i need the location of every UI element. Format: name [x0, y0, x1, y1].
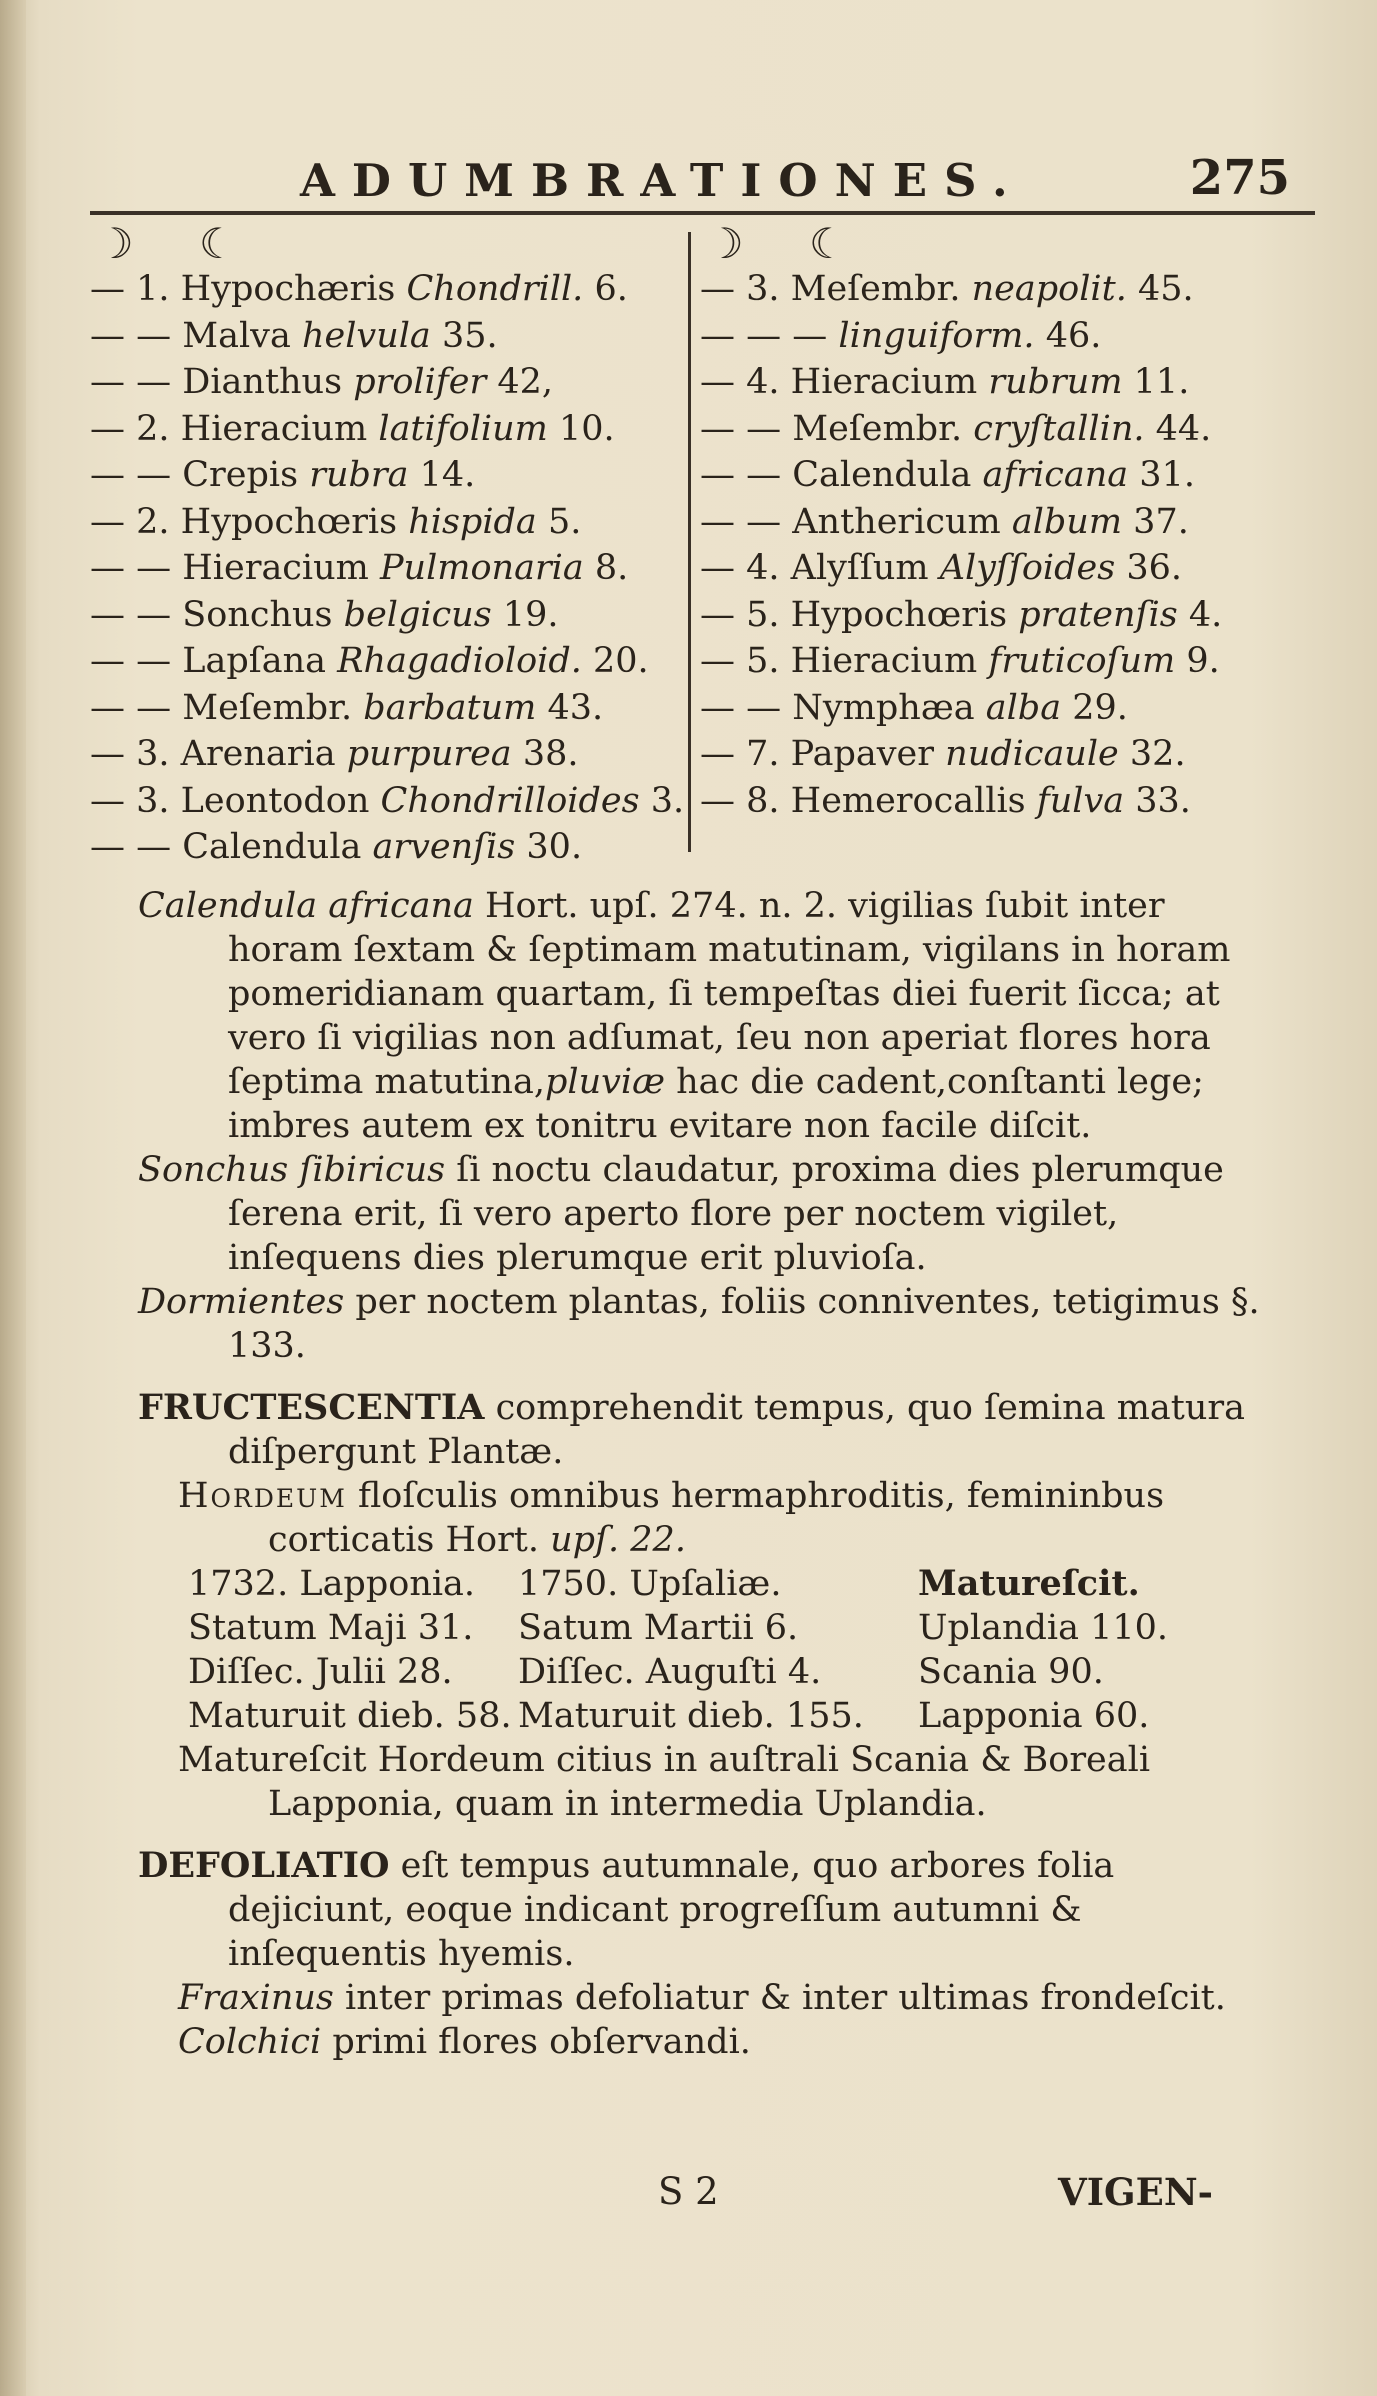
species-name: barbatum: [363, 687, 537, 728]
entry-number: 45.: [1137, 269, 1194, 309]
genus-name: Sonchus: [182, 594, 333, 635]
species-name: fruticoſum: [988, 641, 1176, 681]
paragraph-text: inter primas defoliatur & inter ultimas frondeſcit.: [345, 1978, 1226, 2018]
species-name: prolifer: [353, 362, 487, 402]
paragraph-fraxinus: [138, 1976, 1288, 2020]
list-item: [700, 778, 1330, 825]
table-cell: Matureſcit.: [918, 1563, 1140, 1604]
page-number: 275: [1189, 150, 1290, 206]
paragraph-defoliatio: [138, 1844, 1288, 1976]
list-item: [90, 545, 680, 592]
list-item: [90, 452, 680, 499]
entry-prefix: — —: [700, 408, 782, 449]
entry-prefix: — —: [90, 594, 172, 635]
entry-number: 10.: [558, 408, 615, 449]
table-cell: Statum Maji 31.: [188, 1608, 474, 1648]
entry-prefix: — —: [90, 641, 172, 681]
paragraph-sonchus: [138, 1148, 1288, 1280]
entry-prefix: — 2.: [90, 501, 170, 542]
paragraph-text: ſi noctu claudatur, proxima dies plerumque ſerena erit, ſi vero aperto flore per noctem vigilet, inſequens dies plerumque erit pluvioſa.: [228, 1150, 1224, 1278]
section-term: FRUCTESCENTIA: [138, 1387, 485, 1428]
list-item: [90, 731, 680, 778]
list-item: [700, 638, 1330, 685]
catchword: VIGEN-: [1058, 2170, 1213, 2214]
species-name: Alyſſoides: [939, 548, 1116, 588]
entry-number: 14.: [419, 455, 476, 495]
paragraph-text: per noctem plantas, foliis conniventes, tetigimus §. 133.: [228, 1282, 1260, 1366]
lead-term: Calendula africana: [138, 886, 474, 926]
genus-name: Leontodon: [180, 780, 370, 821]
entry-prefix: — 3.: [90, 734, 170, 774]
list-item: [90, 499, 680, 546]
entry-prefix: — —: [90, 362, 172, 402]
entry-number: 42,: [497, 362, 554, 402]
entry-prefix: — 1.: [90, 269, 170, 309]
entry-prefix: — —: [90, 548, 172, 588]
entry-number: 20.: [593, 641, 649, 681]
paragraph-text-tail: hac die cadent,conſtanti lege; imbres autem ex tonitru evitare non facile diſcit.: [228, 1062, 1204, 1146]
term-pluvia: pluviæ: [544, 1062, 665, 1102]
genus-name: Crepis: [182, 455, 299, 495]
section-term: DEFOLIATIO: [138, 1845, 390, 1886]
genus-name: Hypochœris: [180, 501, 398, 542]
entry-prefix: — 3.: [700, 269, 780, 309]
species-name: Chondrilloides: [380, 780, 640, 821]
entry-number: 5.: [547, 501, 582, 542]
list-item: [700, 592, 1330, 639]
species-name: hispida: [408, 501, 537, 542]
list-item: [700, 452, 1330, 499]
genus-name: Meſembr.: [792, 408, 963, 449]
genus-name: Malva: [182, 315, 291, 356]
genus-name: Lapſana: [182, 641, 327, 681]
genus-name: Dianthus: [182, 362, 343, 402]
genus-name: Hieracium: [790, 641, 978, 681]
species-name: africana: [982, 455, 1129, 495]
species-name: helvula: [301, 315, 431, 356]
table-cell: Diſſec. Auguſti 4.: [518, 1652, 822, 1692]
paragraph-text: comprehendit tempus, quo ſemina matura diſpergunt Plantæ.: [228, 1388, 1245, 1472]
table-cell: 1750. Upſaliæ.: [518, 1564, 782, 1604]
reference: upſ. 22.: [550, 1520, 686, 1560]
species-name: nudicaule: [945, 734, 1119, 774]
paragraph-dormientes: [138, 1280, 1288, 1368]
list-item: [90, 359, 680, 406]
entry-number: 6.: [594, 269, 628, 309]
lead-term: Colchici: [178, 2022, 322, 2062]
genus-name: Arenaria: [180, 734, 336, 774]
entry-prefix: — 3.: [90, 780, 170, 821]
list-item: [700, 266, 1330, 313]
species-name: Pulmonaria: [379, 548, 584, 588]
table-cell: Uplandia 110.: [918, 1608, 1169, 1648]
entry-prefix: — 4.: [700, 548, 780, 588]
genus-name: Meſembr.: [790, 269, 961, 309]
moon-symbols-left: ☽ ☾: [96, 219, 263, 268]
list-item: [90, 685, 680, 732]
body-text: [138, 884, 1288, 2064]
entry-number: 8.: [594, 548, 629, 588]
list-item: [700, 313, 1330, 360]
left-column: [90, 219, 685, 871]
species-name: linguiform.: [838, 315, 1035, 356]
genus-name: Hieracium: [180, 408, 368, 449]
species-name: pratenſis: [1018, 594, 1178, 635]
genus-name: Nymphæa: [792, 687, 975, 728]
lead-term: Dormientes: [138, 1282, 345, 1322]
list-item: [90, 266, 680, 313]
entry-number: 29.: [1072, 687, 1128, 728]
entry-number: 31.: [1139, 455, 1195, 495]
entry-prefix: — 7.: [700, 734, 780, 774]
list-item: [90, 638, 680, 685]
entry-number: 33.: [1135, 780, 1191, 821]
list-item: [90, 313, 680, 360]
genus-name: Hypochæris: [180, 269, 396, 309]
lead-term: Sonchus ſibiricus: [138, 1150, 446, 1190]
header-rule: [90, 211, 1315, 215]
genus-name: Calendula: [792, 455, 972, 495]
entry-number: 35.: [441, 315, 498, 356]
running-head: ADUMBRATIONES.: [300, 154, 1025, 207]
species-name: rubra: [309, 455, 409, 495]
entry-number: 32.: [1129, 734, 1186, 774]
entry-prefix: — —: [90, 687, 172, 728]
species-name: alba: [985, 687, 1062, 728]
genus-name: Hieracium: [790, 362, 978, 402]
signature-mark: S 2: [658, 2170, 719, 2213]
entry-prefix: — —: [700, 455, 782, 495]
species-name: arvenſis: [372, 827, 516, 867]
page-header: [90, 150, 1290, 210]
paragraph-text: Hort. upſ. 274. n. 2. vigilias ſubit inter horam ſextam & ſeptimam matutinam, vigilans in horam pomeridianam quartam, ſi tempeſtas diei fuerit ſicca; at vero ſi vigilias non adſumat, ſeu non aperiat flores hora ſeptima matutina,: [228, 886, 1231, 1102]
lead-term: Hordeum: [178, 1476, 347, 1516]
table-cell: Maturuit dieb. 155.: [518, 1696, 864, 1736]
entry-prefix: — — —: [700, 315, 828, 356]
list-item: [700, 545, 1330, 592]
genus-name: Alyſſum: [790, 548, 929, 588]
table-cell: Lapponia 60.: [918, 1696, 1150, 1736]
list-item: [700, 731, 1330, 778]
table-cell: Satum Martii 6.: [518, 1608, 799, 1648]
table-cell: Maturuit dieb. 58.: [188, 1696, 512, 1736]
species-name: rubrum: [988, 362, 1123, 402]
entry-number: 11.: [1133, 362, 1190, 402]
entry-prefix: — —: [90, 455, 172, 495]
entry-number: 38.: [522, 734, 579, 774]
table-cell: Scania 90.: [918, 1652, 1104, 1692]
entry-number: 36.: [1126, 548, 1183, 588]
genus-name: Papaver: [790, 734, 935, 774]
entry-number: 44.: [1155, 408, 1212, 449]
entry-prefix: — —: [90, 315, 172, 356]
paragraph-calendula: [138, 884, 1288, 1148]
entry-number: 37.: [1133, 501, 1189, 542]
paragraph-fructescentia: [138, 1386, 1288, 1474]
entry-number: 46.: [1045, 315, 1102, 356]
genus-name: Meſembr.: [182, 687, 353, 728]
column-divider: [688, 232, 691, 852]
list-item: [90, 778, 685, 825]
entry-number: 30.: [526, 827, 583, 867]
entry-prefix: — 4.: [700, 362, 780, 402]
genus-name: Hieracium: [182, 548, 369, 588]
genus-name: Hemerocallis: [790, 780, 1026, 821]
species-name: purpurea: [346, 734, 512, 774]
list-item: [700, 685, 1330, 732]
list-item: [90, 824, 680, 871]
paragraph-text: eſt tempus autumnale, quo arbores folia dejiciunt, eoque indicant progreſſum autumni & inſequentis hyemis.: [228, 1846, 1115, 1974]
list-item: [700, 406, 1330, 453]
table-cell: 1732. Lapponia.: [188, 1564, 476, 1604]
entry-number: 43.: [547, 687, 604, 728]
species-name: fulva: [1036, 780, 1125, 821]
entry-prefix: — 2.: [90, 408, 170, 449]
species-name: album: [1011, 501, 1123, 542]
entry-prefix: — —: [90, 827, 172, 867]
entry-prefix: — 5.: [700, 594, 780, 635]
species-name: belgicus: [343, 594, 492, 635]
paragraph-text: floſculis omnibus hermaphroditis, femininbus corticatis Hort.: [268, 1476, 1165, 1560]
lead-term: Fraxinus: [178, 1978, 334, 2018]
genus-name: Anthericum: [792, 501, 1001, 542]
table-cell: Diſſec. Julii 28.: [188, 1652, 453, 1692]
genus-name: Hypochœris: [790, 594, 1008, 635]
entry-number: 3.: [650, 780, 685, 821]
species-name: neapolit.: [971, 269, 1127, 309]
entry-prefix: — 5.: [700, 641, 780, 681]
right-column: [700, 219, 1330, 824]
entry-number: 9.: [1186, 641, 1220, 681]
list-item: [90, 592, 680, 639]
entry-prefix: — 8.: [700, 780, 780, 821]
species-name: cryſtallin.: [973, 408, 1145, 449]
hordeum-table: [138, 1562, 1288, 1738]
list-item: [90, 406, 680, 453]
entry-prefix: — —: [700, 501, 782, 542]
paragraph-hordeum: [138, 1474, 1288, 1562]
species-name: Chondrill.: [406, 269, 584, 309]
paragraph-text: primi flores obſervandi.: [332, 2022, 751, 2062]
species-name: Rhagadioloid.: [337, 641, 582, 681]
paragraph-colchici: [138, 2020, 1288, 2064]
entry-number: 19.: [502, 594, 559, 635]
page-gutter: [0, 0, 26, 2396]
moon-symbols-right: ☽ ☾: [706, 219, 873, 268]
two-column-list: [90, 219, 1330, 872]
paragraph-matur: Matureſcit Hordeum citius in auſtrali Scania & Boreali Lapponia, quam in intermedia Uplandia.: [178, 1740, 1151, 1824]
list-item: [700, 499, 1330, 546]
species-name: latifolium: [378, 408, 548, 449]
entry-number: 4.: [1188, 594, 1223, 635]
list-item: [700, 359, 1330, 406]
entry-prefix: — —: [700, 687, 782, 728]
genus-name: Calendula: [182, 827, 362, 867]
